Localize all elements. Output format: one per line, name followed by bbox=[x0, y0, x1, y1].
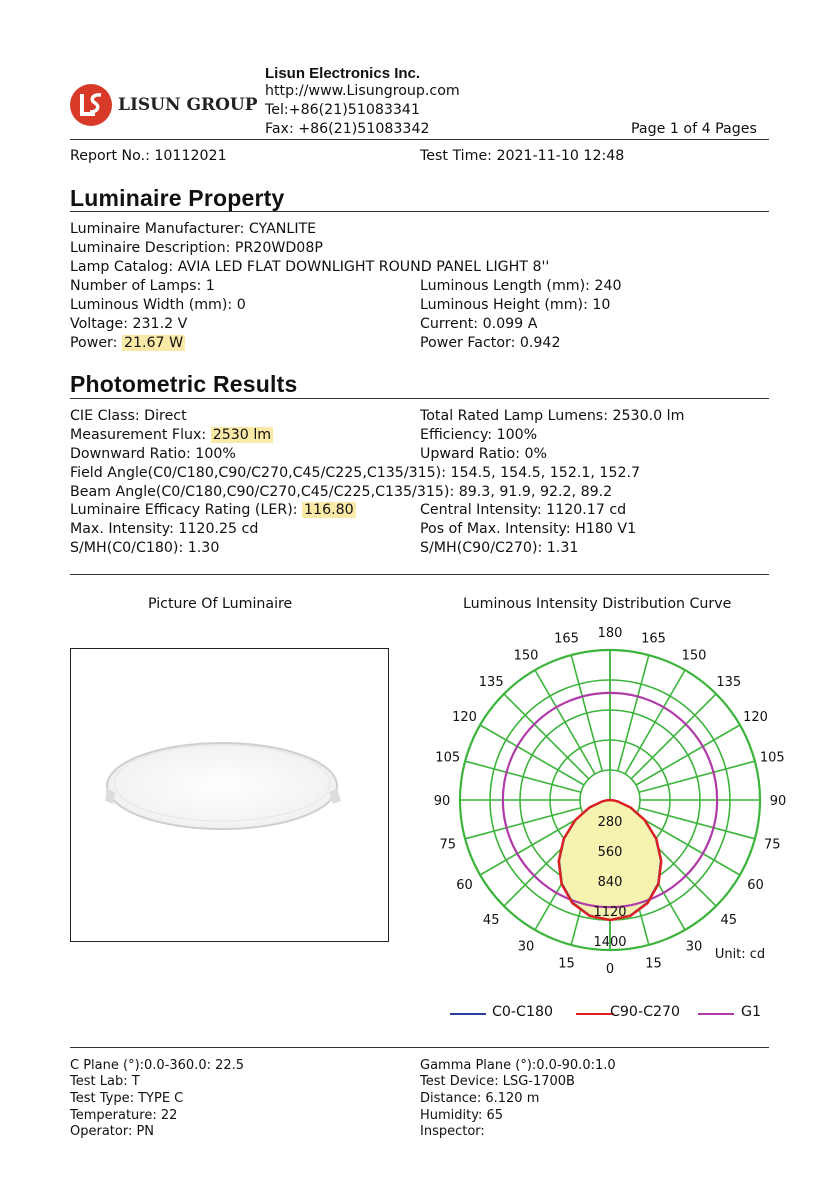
test-device: Test Device: LSG-1700B bbox=[420, 1074, 575, 1089]
temperature: Temperature: 22 bbox=[70, 1108, 178, 1123]
angle-label: 45 bbox=[720, 912, 738, 928]
polar-spoke bbox=[639, 808, 755, 839]
pos-max-intensity: Pos of Max. Intensity: H180 V1 bbox=[420, 521, 637, 537]
angle-label: 30 bbox=[685, 939, 703, 955]
test-time: Test Time: 2021-11-10 12:48 bbox=[420, 148, 625, 164]
voltage: Voltage: 231.2 V bbox=[70, 316, 188, 332]
power bbox=[70, 335, 185, 351]
polar-spoke bbox=[480, 725, 584, 785]
angle-label: 180 bbox=[597, 626, 623, 641]
total-lumens: Total Rated Lamp Lumens: 2530.0 lm bbox=[420, 408, 685, 424]
luminaire-description: Luminaire Description: PR20WD08P bbox=[70, 240, 323, 256]
company-name: Lisun Electronics Inc. bbox=[265, 65, 421, 82]
picture-title: Picture Of Luminaire bbox=[148, 596, 293, 612]
beam-angle: Beam Angle(C0/C180,C90/C270,C45/C225,C135/315): 89.3, 91.9, 92.2, 89.2 bbox=[70, 484, 613, 500]
humidity: Humidity: 65 bbox=[420, 1108, 504, 1123]
angle-label: 105 bbox=[435, 750, 461, 766]
angle-label: 135 bbox=[478, 675, 504, 691]
angle-label: 135 bbox=[716, 675, 742, 691]
section-rule bbox=[70, 398, 769, 399]
max-intensity: Max. Intensity: 1120.25 cd bbox=[70, 521, 259, 537]
power-factor: Power Factor: 0.942 bbox=[420, 335, 561, 351]
operator: Operator: PN bbox=[70, 1124, 155, 1139]
polar-spoke bbox=[625, 670, 685, 774]
polar-spoke bbox=[504, 694, 589, 779]
radial-tick-label: 1400 bbox=[593, 935, 627, 950]
downward-ratio: Downward Ratio: 100% bbox=[70, 446, 236, 462]
legend bbox=[450, 1004, 770, 1024]
polar-spoke bbox=[535, 670, 595, 774]
angle-label: 165 bbox=[554, 631, 579, 647]
flux-label: Measurement Flux: bbox=[70, 427, 211, 443]
smh-c0: S/MH(C0/C180): 1.30 bbox=[70, 540, 220, 556]
angle-label: 30 bbox=[517, 939, 535, 955]
polar-chart bbox=[420, 622, 800, 992]
field-angle: Field Angle(C0/C180,C90/C270,C45/C225,C135/315): 154.5, 154.5, 152.1, 152.7 bbox=[70, 465, 641, 481]
polar-spoke bbox=[631, 694, 716, 779]
angle-label: 105 bbox=[759, 750, 785, 766]
legend-line-c90 bbox=[576, 1013, 614, 1015]
angle-label: 60 bbox=[456, 878, 473, 893]
inspector: Inspector: bbox=[420, 1124, 485, 1139]
polar-spoke bbox=[618, 655, 649, 771]
luminaire-picture bbox=[70, 648, 389, 942]
current: Current: 0.099 A bbox=[420, 316, 538, 332]
angle-label: 120 bbox=[452, 710, 477, 725]
polar-spoke bbox=[465, 761, 581, 792]
angle-label: 75 bbox=[764, 837, 781, 853]
polar-spoke bbox=[636, 725, 740, 785]
cie-class: CIE Class: Direct bbox=[70, 408, 187, 424]
angle-label: 45 bbox=[482, 912, 500, 928]
ler-label: Luminaire Efficacy Rating (LER): bbox=[70, 502, 303, 518]
angle-label: 75 bbox=[439, 837, 456, 853]
gamma-plane: Gamma Plane (°):0.0-90.0:1.0 bbox=[420, 1058, 616, 1073]
ler bbox=[70, 502, 356, 518]
angle-label: 90 bbox=[433, 794, 451, 809]
luminous-height: Luminous Height (mm): 10 bbox=[420, 297, 611, 313]
polar-spoke bbox=[465, 808, 581, 839]
ler-value: 116.80 bbox=[304, 502, 354, 518]
footer-rule bbox=[70, 1047, 769, 1048]
page-number: Page 1 of 4 Pages bbox=[631, 121, 757, 137]
section-title-luminaire: Luminaire Property bbox=[70, 185, 285, 211]
angle-label: 15 bbox=[645, 956, 662, 972]
luminous-length: Luminous Length (mm): 240 bbox=[420, 278, 622, 294]
radial-tick-label: 280 bbox=[597, 815, 623, 830]
logo-text: LISUN GROUP bbox=[118, 95, 258, 115]
header-rule bbox=[70, 139, 769, 140]
central-intensity: Central Intensity: 1120.17 cd bbox=[420, 502, 627, 518]
angle-label: 150 bbox=[513, 648, 539, 664]
section-rule bbox=[70, 574, 769, 575]
angle-label: 15 bbox=[558, 956, 575, 972]
legend-line-c0 bbox=[450, 1013, 486, 1015]
legend-label-g1: G1 bbox=[741, 1004, 762, 1020]
company-tel: Tel:+86(21)51083341 bbox=[265, 102, 420, 118]
luminaire-manufacturer: Luminaire Manufacturer: CYANLITE bbox=[70, 221, 317, 237]
measurement-flux bbox=[70, 427, 273, 443]
lamp-catalog: Lamp Catalog: AVIA LED FLAT DOWNLIGHT ROUND PANEL LIGHT 8'' bbox=[70, 259, 550, 275]
test-type: Test Type: TYPE C bbox=[70, 1091, 184, 1106]
number-of-lamps: Number of Lamps: 1 bbox=[70, 278, 215, 294]
company-website[interactable]: http://www.Lisungroup.com bbox=[265, 83, 460, 99]
angle-label: 0 bbox=[605, 962, 615, 977]
angle-label: 165 bbox=[641, 631, 666, 647]
company-logo bbox=[68, 82, 258, 128]
power-value: 21.67 W bbox=[123, 335, 184, 351]
legend-label-c90: C90-C270 bbox=[610, 1004, 681, 1020]
downlight-image bbox=[71, 649, 388, 941]
legend-label-c0: C0-C180 bbox=[492, 1004, 554, 1020]
test-lab: Test Lab: T bbox=[70, 1074, 140, 1089]
radial-tick-label: 840 bbox=[597, 875, 623, 890]
curve-title: Luminous Intensity Distribution Curve bbox=[463, 596, 732, 612]
logo-mark bbox=[68, 82, 114, 128]
c-plane: C Plane (°):0.0-360.0: 22.5 bbox=[70, 1058, 245, 1073]
power-label: Power: bbox=[70, 335, 122, 351]
angle-label: 90 bbox=[769, 794, 787, 809]
angle-label: 120 bbox=[743, 710, 768, 725]
section-title-photometric: Photometric Results bbox=[70, 371, 298, 397]
luminous-width: Luminous Width (mm): 0 bbox=[70, 297, 246, 313]
section-rule bbox=[70, 211, 769, 212]
angle-label: 60 bbox=[747, 878, 764, 893]
unit-label: Unit: cd bbox=[714, 947, 766, 962]
efficiency: Efficiency: 100% bbox=[420, 427, 538, 443]
distance: Distance: 6.120 m bbox=[420, 1091, 540, 1106]
radial-tick-label: 1120 bbox=[593, 905, 627, 920]
upward-ratio: Upward Ratio: 0% bbox=[420, 446, 548, 462]
angle-label: 150 bbox=[681, 648, 707, 664]
company-fax: Fax: +86(21)51083342 bbox=[265, 121, 430, 137]
report-number: Report No.: 10112021 bbox=[70, 148, 227, 164]
legend-line-g1 bbox=[698, 1013, 734, 1015]
smh-c90: S/MH(C90/C270): 1.31 bbox=[420, 540, 579, 556]
polar-spoke bbox=[571, 655, 602, 771]
flux-value: 2530 lm bbox=[212, 427, 272, 443]
polar-spoke bbox=[639, 761, 755, 792]
radial-tick-label: 560 bbox=[597, 845, 623, 860]
